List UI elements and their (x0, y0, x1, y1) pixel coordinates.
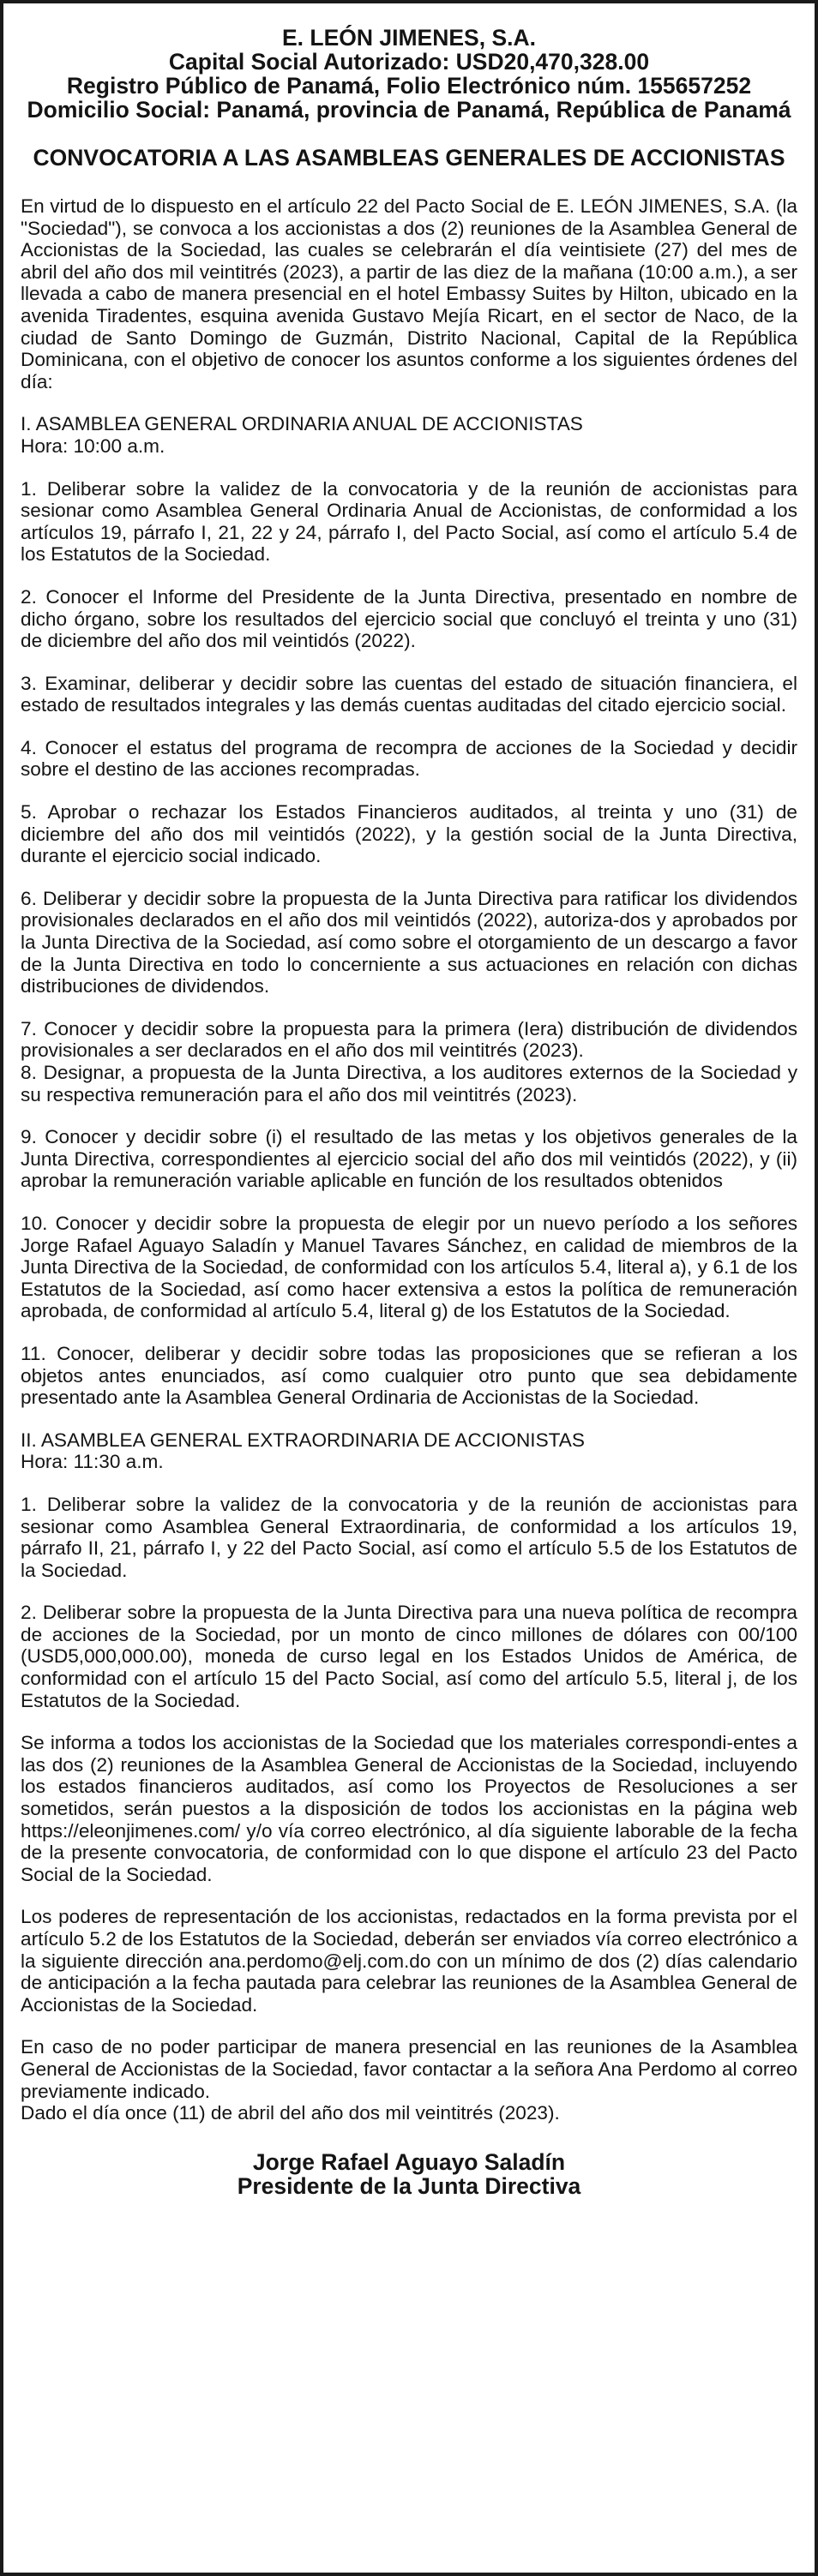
ordinary-assembly-heading: I. ASAMBLEA GENERAL ORDINARIA ANUAL DE ACCIONISTAS (21, 413, 583, 435)
ordinary-assembly-section (21, 413, 797, 1408)
agenda-item: 2. Conocer el Informe del Presidente de la Junta Directiva, presentado en nombre de dicho órgano, sobre los resultados del ejercicio social que concluyó el treinta y uno (31) de diciembre del año dos mil veintidós (2022). (21, 585, 797, 652)
agenda-item: 6. Deliberar y decidir sobre la propuesta de la Junta Directiva para ratificar los dividendos provisionales declarados en el año dos mil veintidós (2022), autoriza-dos y aprobados por la Junta Directiva de la Sociedad, así como sobre el otorgamiento de un descargo a favor de la Junta Directiva en todo lo concerniente a sus actuaciones en relación con dichas distribuciones de dividendos. (21, 887, 797, 997)
extraordinary-assembly-section (21, 1429, 797, 1712)
company-header (21, 26, 797, 122)
agenda-item: 5. Aprobar o rechazar los Estados Financieros auditados, al treinta y uno (31) de diciembre del año dos mil veintidós (2022), y la gestión social de la Junta Directiva, durante el ejercicio social indicado. (21, 801, 797, 867)
authorized-capital: Capital Social Autorizado: USD20,470,328.00 (168, 49, 650, 75)
agenda-item: 8. Designar, a propuesta de la Junta Directiva, a los auditores externos de la Sociedad y su respectiva remuneración para el año dos mil veintitrés (2023). (21, 1062, 797, 1105)
public-registry: Registro Público de Panamá, Folio Electrónico núm. 155657252 (66, 73, 752, 99)
proxy-notice: Los poderes de representación de los accionistas, redactados en la forma prevista por el artículo 5.2 de los Estatutos de la Sociedad, deberán ser enviados vía correo electrónico a la siguiente dirección ana.perdomo@elj.com.do con un mínimo de dos (2) días calendario de anticipación a la fecha pautada para celebrar las reuniones de la Asamblea General de Accionistas de la Sociedad. (21, 1906, 797, 2016)
company-name: E. LEÓN JIMENES, S.A. (282, 25, 536, 51)
ordinary-assembly-time: Hora: 10:00 a.m. (21, 434, 165, 457)
extraordinary-assembly-time: Hora: 11:30 a.m. (21, 1451, 164, 1473)
agenda-item: 1. Deliberar sobre la validez de la convocatoria y de la reunión de accionistas para sesionar como Asamblea General Extraordinaria, de conformidad a los artículos 19, párrafo II, 21, párrafo I, y 22 del Pacto Social, así como el artículo 5.5 de los Estatutos de la Sociedad. (21, 1493, 797, 1581)
materials-notice: Se informa a todos los accionistas de la Sociedad que los materiales correspondi-entes a las dos (2) reuniones de la Asamblea General de Accionistas de la Sociedad, incluyendo los estados financieros auditados, así como los Proyectos de Resoluciones a ser sometidos, serán puestos a la disposición de todos los accionistas en la página web https://eleonjimenes.com/ y/o vía correo electrónico, al día siguiente laborable de la fecha de la presente convocatoria, de conformidad con lo que dispone el artículo 23 del Pacto Social de la Sociedad. (21, 1732, 797, 1885)
agenda-item: 7. Conocer y decidir sobre la propuesta para la primera (Iera) distribución de dividendos provisionales a ser declarados en el año dos mil veintitrés (2023). (21, 1017, 797, 1062)
signature-block (21, 2150, 797, 2198)
agenda-item: 9. Conocer y decidir sobre (i) el resultado de las metas y los objetivos generales de la Junta Directiva, correspondientes al ejercicio social del año dos mil veintidós (2022), y (ii) aprobar la remuneración variable aplicable en función de los resultados obtenidos (21, 1126, 797, 1192)
date-line: Dado el día once (11) de abril del año dos mil veintitrés (2023). (21, 2102, 560, 2124)
intro-paragraph: En virtud de lo dispuesto en el artículo 22 del Pacto Social de E. LEÓN JIMENES, S.A. (la "Sociedad"), se convoca a los accionistas a dos (2) reuniones de la Asamblea General de Accionistas de la Sociedad, las cuales se celebrarán el día veintisiete (27) del mes de abril del año dos mil veintitrés (2023), a partir de las diez de la mañana (10:00 a.m.), a ser llevada a cabo de manera presencial en el hotel Embassy Suites by Hilton, ubicado en la avenida Tiradentes, esquina avenida Gustavo Mejía Ricart, en el sector de Naco, de la ciudad de Santo Domingo de Guzmán, Distrito Nacional, Capital de la República Dominicana, con el objetivo de conocer los asuntos conforme a los siguientes órdenes del día: (21, 195, 797, 392)
signatory-role: Presidente de la Junta Directiva (237, 2172, 581, 2199)
extraordinary-assembly-heading: II. ASAMBLEA GENERAL EXTRAORDINARIA DE ACCIONISTAS (21, 1429, 585, 1451)
agenda-item: 4. Conocer el estatus del programa de recompra de acciones de la Sociedad y decidir sobre el destino de las acciones recompradas. (21, 736, 797, 781)
social-domicile: Domicilio Social: Panamá, provincia de Panamá, República de Panamá (27, 97, 791, 123)
agenda-item: 3. Examinar, deliberar y decidir sobre las cuentas del estado de situación financiera, el estado de resultados integrales y las demás cuentas auditadas del citado ejercicio social. (21, 672, 797, 716)
agenda-item: 11. Conocer, deliberar y decidir sobre todas las proposiciones que se refieran a los objetos antes enunciados, así como cualquier otro punto que sea debidamente presentado ante la Asamblea General Ordinaria de Accionistas de la Sociedad. (21, 1342, 797, 1409)
notice-title: CONVOCATORIA A LAS ASAMBLEAS GENERALES DE ACCIONISTAS (33, 145, 785, 171)
signatory-name: Jorge Rafael Aguayo Saladín (252, 2148, 566, 2175)
contact-notice: En caso de no poder participar de manera presencial en las reuniones de la Asamblea General de Accionistas de la Sociedad, favor contactar a la señora Ana Perdomo al correo previamente indicado. (21, 2036, 797, 2102)
agenda-item: 10. Conocer y decidir sobre la propuesta de elegir por un nuevo período a los señores Jorge Rafael Aguayo Saladín y Manuel Tavares Sánchez, en calidad de miembros de la Junta Directiva de la Sociedad, de conformidad con los artículos 5.4, literal a), y 6.1 de los Estatutos de la Sociedad, así como hacer extensiva a estos la política de remuneración aprobada, de conformidad al artículo 5.4, literal g) de los Estatutos de la Sociedad. (21, 1212, 797, 1322)
agenda-item: 1. Deliberar sobre la validez de la convocatoria y de la reunión de accionistas para sesionar como Asamblea General Ordinaria Anual de Accionistas, de conformidad a los artículos 19, párrafo I, 21, 22 y 24, párrafo I, del Pacto Social, así como el artículo 5.4 de los Estatutos de la Sociedad. (21, 477, 797, 566)
agenda-item: 2. Deliberar sobre la propuesta de la Junta Directiva para una nueva política de recompra de acciones de la Sociedad, por un monto de cinco millones de dólares con 00/100 (USD5,000,000.00), moneda de curso legal en los Estados Unidos de América, de conformidad con el artículo 15 del Pacto Social, así como del artículo 5.5, literal j, de los Estatutos de la Sociedad. (21, 1602, 797, 1711)
